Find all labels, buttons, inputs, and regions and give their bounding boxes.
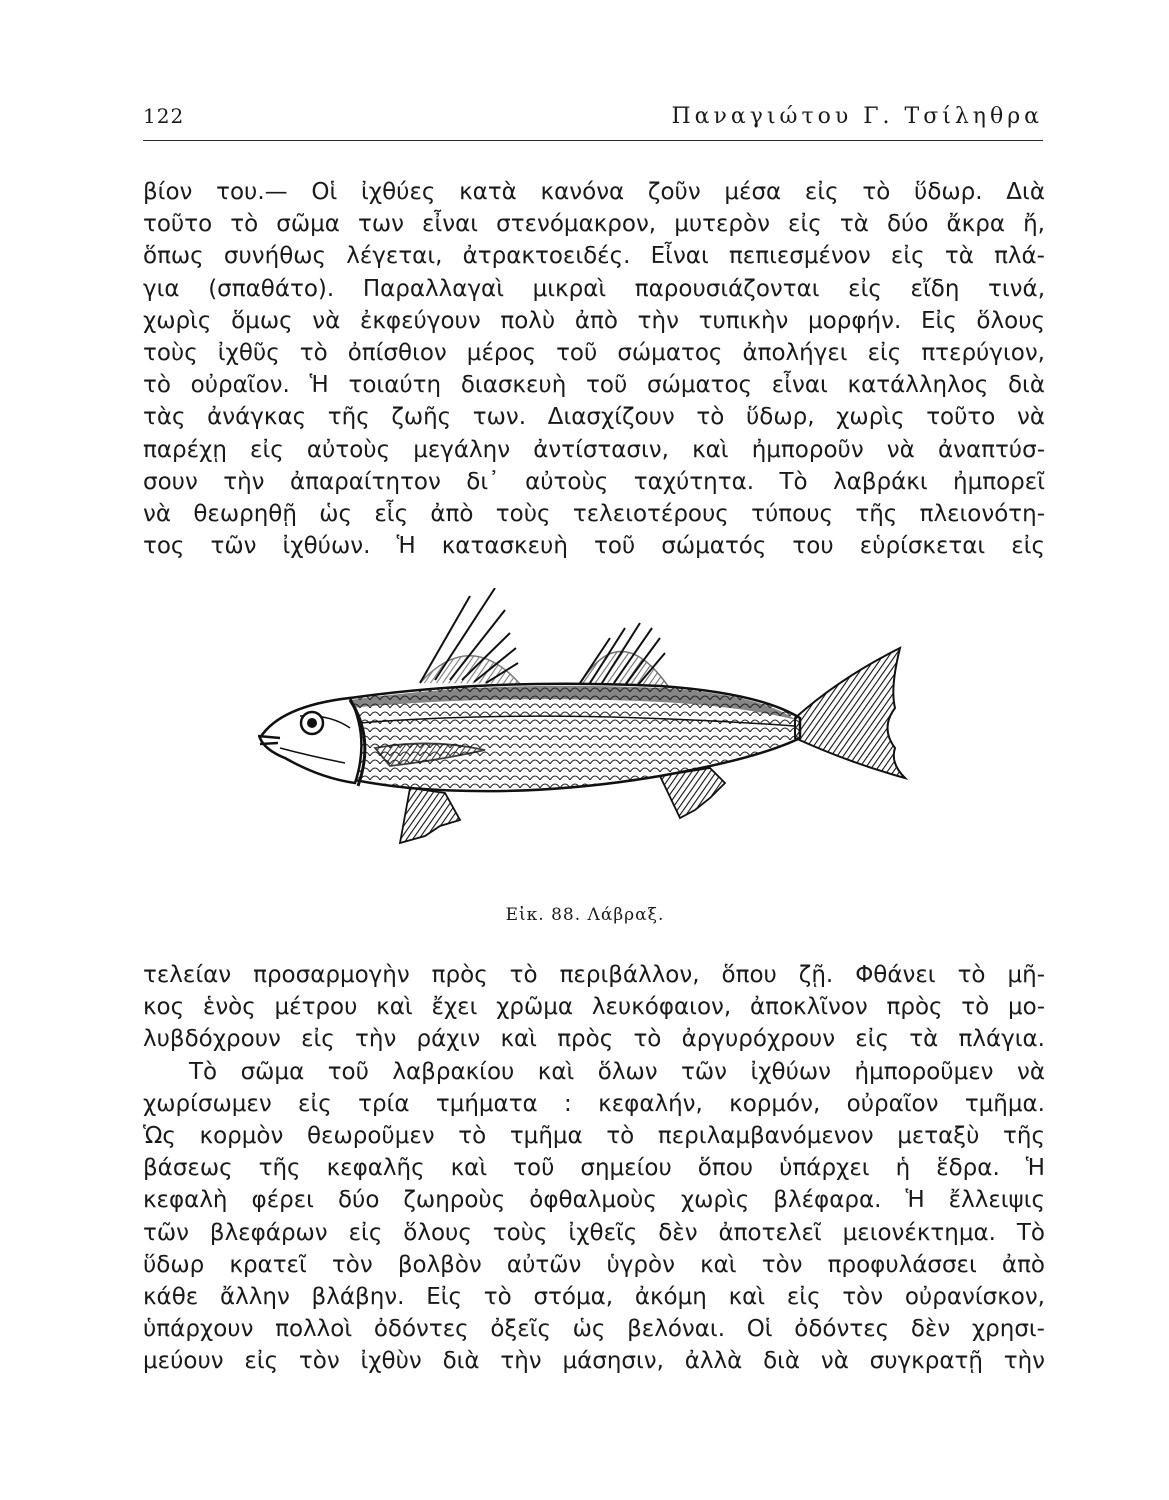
text-line: τοὺς ἰχθῦς τὸ ὀπίσθιον μέρος τοῦ σώματος ἀπολήγει εἰς πτερύγιον, — [143, 339, 1045, 366]
body-text-bottom — [143, 959, 1045, 1377]
text-line: Τὸ σῶμα τοῦ λαβρακίου καὶ ὅλων τῶν ἰχθύων ἠμποροῦμεν νὰ — [189, 1058, 1045, 1085]
text-line: τὸ οὐραῖον. Ἡ τοιαύτη διασκευὴ τοῦ σώματος εἶναι κατάλληλος διὰ — [143, 372, 1045, 399]
fish-head — [260, 698, 361, 783]
pelvic-fin — [400, 788, 460, 843]
text-line: ὑπάρχουν πολλοὶ ὀδόντες ὀξεῖς ὡς βελόναι. Οἱ ὀδόντες δὲν χρησι- — [143, 1316, 1045, 1343]
figure-caption: Εἰκ. 88. Λάβραξ. — [505, 905, 665, 925]
text-line: σουν τὴν ἀπαραίτητον δι᾽ αὐτοὺς ταχύτητα. Τὸ λαβράκι ἠμπορεῖ — [143, 468, 1045, 495]
text-line: ὅπως συνήθως λέγεται, ἀτρακτοειδές. Εἶναι πεπιεσμένον εἰς τὰ πλά- — [143, 243, 1045, 270]
body-text-top — [143, 176, 1045, 562]
text-line: Ὡς κορμὸν θεωροῦμεν τὸ τμῆμα τὸ περιλαμβανόμενον μεταξὺ τῆς — [143, 1122, 1045, 1149]
text-line: βίον του.— Οἱ ἰχθύες κατὰ κανόνα ζοῦν μέσα εἰς τὸ ὕδωρ. Διὰ — [143, 179, 1045, 205]
text-line: τοῦτο τὸ σῶμα των εἶναι στενόμακρον, μυτερὸν εἰς τὰ δύο ἄκρα ἤ, — [143, 211, 1045, 238]
anal-fin — [660, 768, 725, 818]
text-line: μεύουν εἰς τὸν ἰχθὺν διὰ τὴν μάσησιν, ἀλλὰ διὰ νὰ συγκρατῇ τὴν — [143, 1348, 1045, 1375]
text-line: τὰς ἀνάγκας τῆς ζωῆς των. Διασχίζουν τὸ ὕδωρ, χωρὶς τοῦτο νὰ — [143, 404, 1045, 431]
text-line: τελείαν προσαρμογὴν πρὸς τὸ περιβάλλον, ὅπου ζῇ. Φθάνει τὸ μῆ- — [143, 962, 1045, 988]
text-line: κος ἑνὸς μέτρου καὶ ἔχει χρῶμα λευκόφαιον, ἀποκλῖνον πρὸς τὸ μο- — [143, 994, 1045, 1021]
text-line: χωρίσωμεν εἰς τρία τμήματα : κεφαλήν, κορμόν, οὐραῖον τμῆμα. — [143, 1090, 1045, 1117]
page-header — [143, 104, 1043, 141]
first-dorsal-fin — [420, 588, 520, 684]
text-line: ὕδωρ κρατεῖ τὸν βολβὸν αὐτῶν ὑγρὸν καὶ τὸν προφυλάσσει ἀπὸ — [143, 1251, 1045, 1278]
text-line: για (σπαθάτο). Παραλλαγαὶ μικραὶ παρουσιάζονται εἰς εἴδη τινά, — [143, 275, 1045, 302]
text-line: βάσεως τῆς κεφαλῆς καὶ τοῦ σημείου ὅπου ὑπάρχει ἡ ἕδρα. Ἡ — [143, 1155, 1045, 1182]
fish-illustration — [240, 588, 940, 878]
page-number: 122 — [143, 104, 185, 128]
text-line: τος τῶν ἰχθύων. Ἡ κατασκευὴ τοῦ σώματός του εὑρίσκεται εἰς — [143, 533, 1045, 560]
text-line: χωρὶς ὅμως νὰ ἐκφεύγουν πολὺ ἀπὸ τὴν τυπικὴν μορφήν. Εἰς ὅλους — [143, 307, 1045, 334]
text-line: παρέχῃ εἰς αὐτοὺς μεγάλην ἀντίστασιν, καὶ ἠμποροῦν νὰ ἀναπτύσ- — [143, 436, 1045, 463]
second-dorsal-fin — [580, 623, 668, 686]
text-line: τῶν βλεφάρων εἰς ὅλους τοὺς ἰχθεῖς δὲν ἀποτελεῖ μειονέκτημα. Τὸ — [143, 1219, 1045, 1246]
text-line: λυβδόχρουν εἰς τὴν ράχιν καὶ πρὸς τὸ ἀργυρόχρουν εἰς τὰ πλάγια. — [143, 1026, 1045, 1053]
running-head: Παναγιώτου Γ. Τσίληθρα — [671, 104, 1043, 129]
text-line: κάθε ἄλλην βλάβην. Εἰς τὸ στόμα, ἀκόμη καὶ εἰς τὸν οὐρανίσκον, — [143, 1283, 1045, 1310]
text-line: κεφαλὴ φέρει δύο ζωηροὺς ὀφθαλμοὺς χωρὶς βλέφαρα. Ἡ ἔλλειψις — [143, 1187, 1045, 1214]
text-line: νὰ θεωρηθῇ ὡς εἷς ἀπὸ τοὺς τελειοτέρους τύπους τῆς πλειονότη- — [143, 500, 1045, 527]
sea-bass-drawing — [240, 588, 940, 878]
tail-fin — [795, 648, 905, 778]
